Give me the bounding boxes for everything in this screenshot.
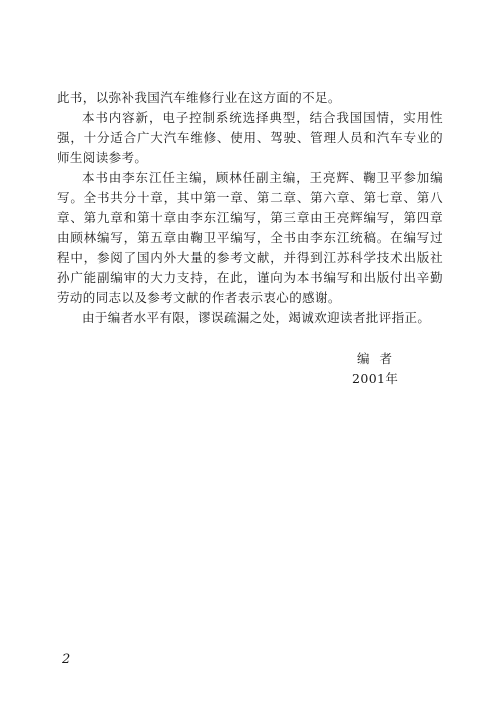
page-number: 2 xyxy=(62,652,71,667)
paragraph-content-summary: 本书内容新，电子控制系统选择典型，结合我国国情，实用性强，十分适合广大汽车维修、使用、驾驶、管理人员和汽车专业的师生阅读参考。 xyxy=(57,110,443,165)
signature-date: 2001年 xyxy=(352,371,399,386)
paragraph-authorship: 本书由李东江任主编，顾林任副主编，王亮辉、鞠卫平参加编写。全书共分十章，其中第一章、第二章、第六章、第七章、第八章、第九章和第十章由李东江编写，第三章由王亮辉编写，第四章由顾林编写，第五章由鞠卫平编写，全书由李东江统稿。在编写过程中，参阅了国内外大量的参考文献，并得到江苏科学技术出版社孙广能副编审的大力支持，在此，谨向为本书编写和出版付出辛勤劳动的同志以及参考文献的作者表示衷心的感谢。 xyxy=(57,170,443,305)
paragraph-closing: 由于编者水平有限，谬误疏漏之处，竭诚欢迎读者批评指正。 xyxy=(82,310,431,325)
body-text xyxy=(57,88,443,328)
signature-author: 编者 xyxy=(357,351,403,366)
paragraph-continuation: 此书，以弥补我国汽车维修行业在这方面的不足。 xyxy=(57,90,341,105)
